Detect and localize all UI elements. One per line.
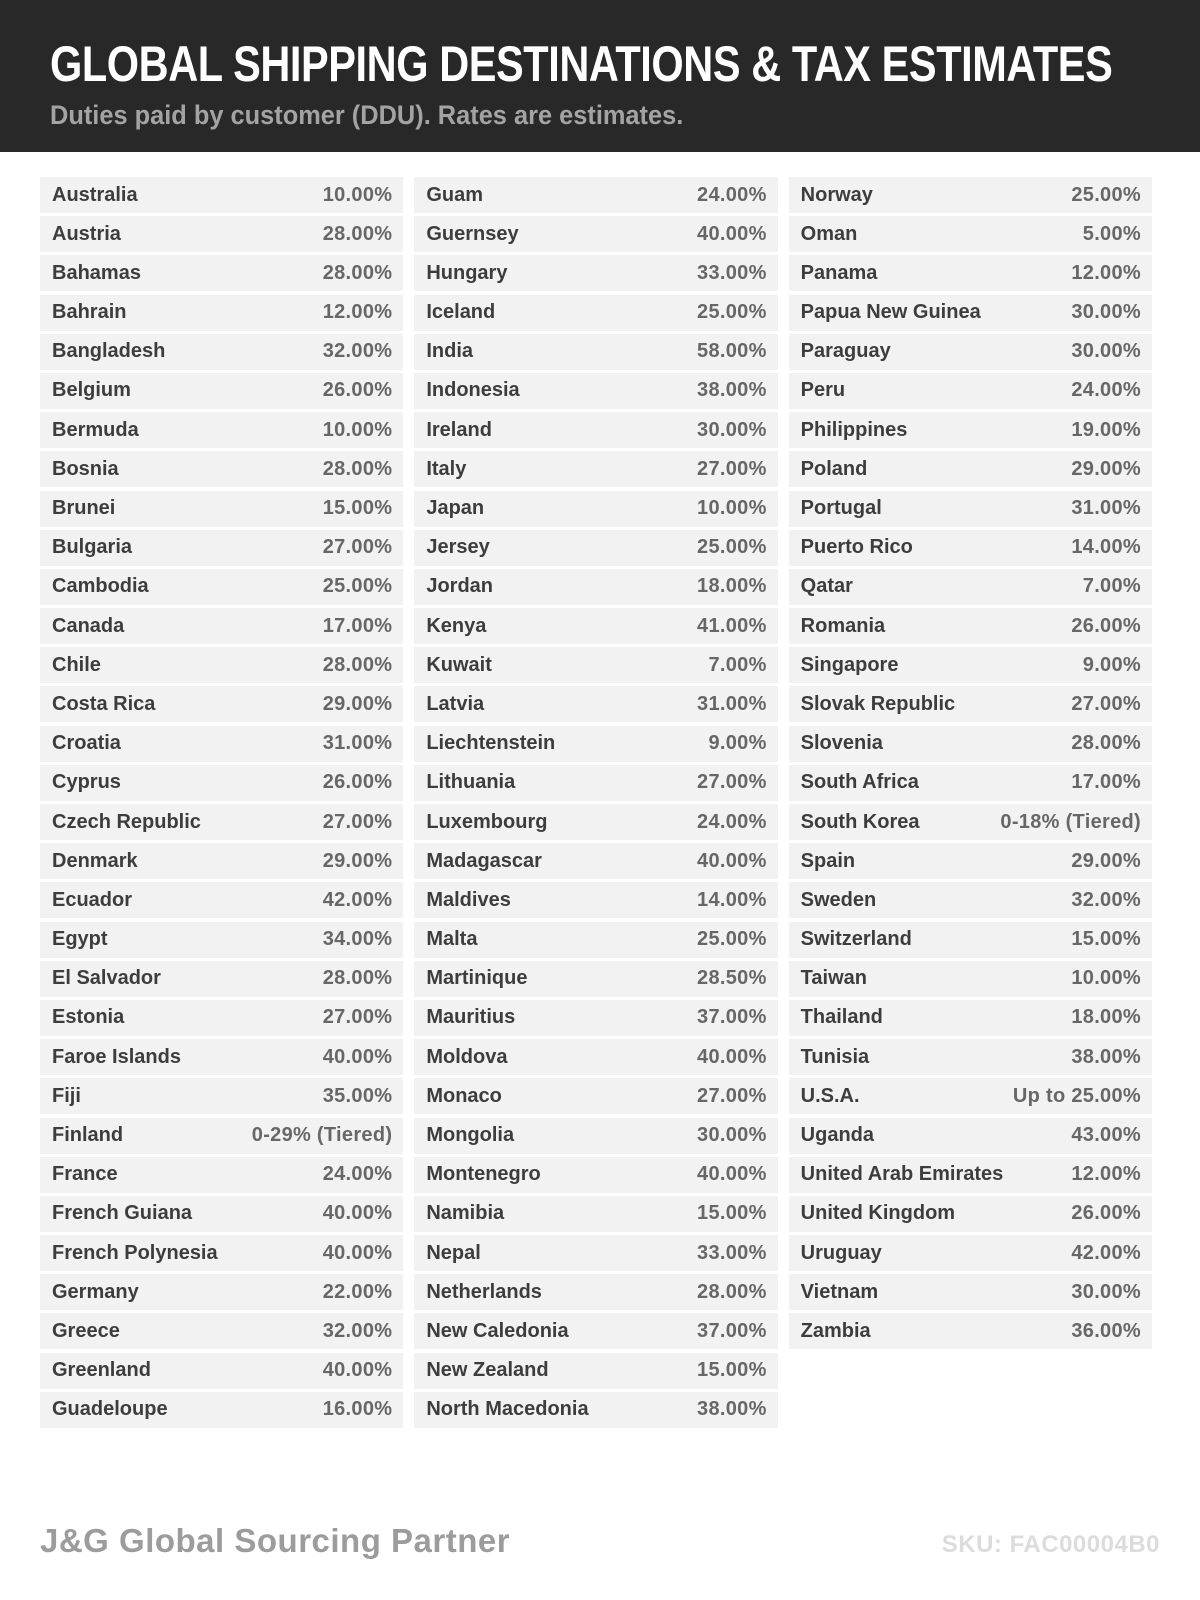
- country-row: [789, 1078, 1152, 1114]
- country-name: Germany: [52, 1280, 139, 1303]
- country-row: [789, 1235, 1152, 1271]
- tax-rate: 27.00%: [322, 810, 393, 833]
- country-row: [789, 961, 1152, 997]
- tax-rate: 31.00%: [1071, 497, 1141, 519]
- country-name: Finland: [52, 1124, 124, 1146]
- country-row: [40, 216, 403, 252]
- tax-rate: 18.00%: [697, 575, 767, 598]
- shipping-rates-table: [0, 177, 1200, 1428]
- country-row: [414, 765, 777, 801]
- country-name: Bulgaria: [52, 536, 133, 559]
- country-name: South Korea: [800, 810, 920, 833]
- country-name: Malta: [426, 928, 478, 951]
- tax-rate: 37.00%: [697, 1319, 767, 1342]
- tax-rate: 24.00%: [697, 183, 767, 206]
- country-name: Paraguay: [800, 340, 891, 363]
- country-row: [40, 608, 403, 644]
- tax-rate: 15.00%: [1071, 928, 1141, 951]
- country-name: Namibia: [426, 1202, 505, 1225]
- country-row: [40, 1235, 403, 1271]
- country-row: [414, 373, 777, 409]
- country-row: [414, 608, 777, 644]
- tax-rate: 40.00%: [322, 1202, 393, 1225]
- tax-rate: 31.00%: [697, 692, 767, 715]
- country-row: [40, 922, 403, 958]
- country-row: [40, 334, 403, 370]
- tax-rate: 30.00%: [697, 1124, 767, 1146]
- country-name: Montenegro: [426, 1163, 541, 1186]
- rate-column-3: [789, 177, 1152, 1428]
- tax-rate: 40.00%: [322, 1045, 393, 1068]
- tax-rate: 32.00%: [1071, 888, 1141, 911]
- country-row: [414, 961, 777, 997]
- country-row: [414, 1313, 777, 1349]
- country-name: North Macedonia: [426, 1398, 589, 1421]
- tax-rate: 18.00%: [1071, 1006, 1141, 1029]
- country-name: Brunei: [52, 497, 116, 519]
- country-name: Cyprus: [52, 771, 121, 794]
- tax-rate: 26.00%: [1071, 1202, 1141, 1225]
- country-name: Kenya: [426, 614, 487, 637]
- country-row: [40, 1039, 403, 1075]
- country-name: Switzerland: [800, 928, 912, 951]
- country-name: French Guiana: [52, 1202, 193, 1225]
- country-name: Luxembourg: [426, 810, 548, 833]
- tax-rate: 30.00%: [1071, 1280, 1141, 1303]
- tax-rate: 28.00%: [322, 222, 393, 245]
- country-name: Bermuda: [52, 418, 139, 441]
- country-name: Papua New Guinea: [800, 301, 981, 324]
- country-name: Maldives: [426, 888, 511, 911]
- tax-rate: 29.00%: [1071, 457, 1141, 480]
- country-name: United Arab Emirates: [800, 1163, 1004, 1186]
- country-row: [40, 1118, 403, 1154]
- country-name: New Zealand: [426, 1359, 549, 1382]
- country-name: Martinique: [426, 967, 528, 990]
- country-name: Romania: [800, 614, 886, 637]
- tax-rate: 32.00%: [322, 340, 393, 363]
- country-row: [40, 295, 403, 331]
- country-name: Austria: [52, 222, 121, 245]
- tax-rate: 38.00%: [697, 379, 767, 402]
- tax-rate: 10.00%: [322, 183, 393, 206]
- country-row: [789, 334, 1152, 370]
- tax-rate: 37.00%: [697, 1006, 767, 1029]
- tax-rate: 19.00%: [1071, 418, 1141, 441]
- country-name: India: [426, 340, 473, 363]
- country-name: Singapore: [800, 653, 899, 676]
- footer: [0, 1522, 1200, 1560]
- country-row: [789, 1274, 1152, 1310]
- tax-rate: 40.00%: [322, 1241, 393, 1264]
- country-row: [789, 1313, 1152, 1349]
- tax-rate: 7.00%: [1082, 575, 1141, 598]
- tax-rate: 12.00%: [1071, 1163, 1141, 1186]
- tax-rate: 28.00%: [322, 967, 393, 990]
- tax-rate: 32.00%: [322, 1319, 393, 1342]
- country-row: [414, 1039, 777, 1075]
- country-name: Australia: [52, 183, 138, 206]
- tax-rate: 9.00%: [708, 732, 767, 755]
- tax-rate: 34.00%: [322, 928, 393, 951]
- country-row: [789, 1157, 1152, 1193]
- tax-rate: 24.00%: [322, 1163, 393, 1186]
- rate-column-1: [40, 177, 403, 1428]
- tax-rate: 16.00%: [322, 1398, 393, 1421]
- country-name: Netherlands: [426, 1280, 542, 1303]
- tax-rate: 22.00%: [322, 1280, 393, 1303]
- country-row: [40, 1392, 403, 1428]
- tax-rate: 27.00%: [1071, 692, 1141, 715]
- country-row: [789, 1039, 1152, 1075]
- tax-rate: 10.00%: [322, 418, 393, 441]
- country-row: [414, 569, 777, 605]
- country-row: [414, 882, 777, 918]
- country-name: Bahrain: [52, 301, 127, 324]
- country-name: Nepal: [426, 1241, 481, 1264]
- tax-rate: 58.00%: [697, 340, 767, 363]
- tax-rate: 38.00%: [1071, 1045, 1141, 1068]
- tax-rate: 30.00%: [1071, 340, 1141, 363]
- country-row: [414, 1392, 777, 1428]
- country-name: Ecuador: [52, 888, 133, 911]
- sku-label: SKU: FAC00004B0: [941, 1530, 1160, 1558]
- country-name: Peru: [800, 379, 846, 402]
- country-name: Taiwan: [800, 967, 867, 990]
- country-row: [414, 1000, 777, 1036]
- tax-rate: 40.00%: [697, 222, 767, 245]
- tax-rate: 43.00%: [1071, 1124, 1141, 1146]
- country-row: [414, 686, 777, 722]
- tax-rate: 9.00%: [1082, 653, 1141, 676]
- country-row: [789, 1000, 1152, 1036]
- tax-rate: 29.00%: [322, 849, 393, 872]
- country-name: Japan: [426, 497, 485, 519]
- country-name: Guernsey: [426, 222, 519, 245]
- country-row: [40, 1353, 403, 1389]
- country-row: [414, 334, 777, 370]
- tax-rate: 27.00%: [697, 457, 767, 480]
- country-row: [414, 1078, 777, 1114]
- country-row: [414, 647, 777, 683]
- country-row: [40, 1000, 403, 1036]
- country-row: [789, 922, 1152, 958]
- tax-rate: 7.00%: [708, 653, 767, 676]
- tax-rate: 26.00%: [322, 379, 393, 402]
- country-name: Canada: [52, 614, 125, 637]
- tax-rate: 15.00%: [697, 1202, 767, 1225]
- country-name: Belgium: [52, 379, 131, 402]
- country-name: Uruguay: [800, 1241, 882, 1264]
- tax-rate: 41.00%: [697, 614, 767, 637]
- country-row: [789, 804, 1152, 840]
- country-row: [789, 216, 1152, 252]
- tax-rate: 28.00%: [1071, 732, 1141, 755]
- tax-rate: 33.00%: [697, 1241, 767, 1264]
- country-row: [414, 1274, 777, 1310]
- tax-rate: 25.00%: [322, 575, 393, 598]
- country-name: Croatia: [52, 732, 121, 755]
- country-row: [40, 843, 403, 879]
- tax-rate: 25.00%: [697, 301, 767, 324]
- country-name: Thailand: [800, 1006, 883, 1029]
- country-name: Qatar: [800, 575, 853, 598]
- tax-rate: 28.00%: [322, 457, 393, 480]
- tax-rate: 28.00%: [322, 653, 393, 676]
- country-row: [414, 843, 777, 879]
- country-row: [789, 295, 1152, 331]
- country-row: [789, 608, 1152, 644]
- country-row: [40, 412, 403, 448]
- country-name: Fiji: [52, 1084, 81, 1107]
- tax-rate: 27.00%: [322, 536, 393, 559]
- country-name: Tunisia: [800, 1045, 870, 1068]
- country-name: Iceland: [426, 301, 496, 324]
- country-row: [40, 255, 403, 291]
- country-name: New Caledonia: [426, 1319, 569, 1342]
- country-row: [414, 1118, 777, 1154]
- country-name: Greece: [52, 1319, 120, 1342]
- country-row: [789, 843, 1152, 879]
- tax-rate: 35.00%: [322, 1084, 393, 1107]
- tax-rate: 33.00%: [697, 261, 767, 284]
- country-row: [40, 451, 403, 487]
- header-banner: [0, 0, 1200, 152]
- tax-rate: 40.00%: [697, 1163, 767, 1186]
- tax-rate: 26.00%: [322, 771, 393, 794]
- tax-rate: 17.00%: [322, 614, 393, 637]
- tax-rate: 10.00%: [1071, 967, 1141, 990]
- country-row: [40, 1196, 403, 1232]
- country-row: [789, 726, 1152, 762]
- tax-rate: 25.00%: [697, 536, 767, 559]
- tax-rate: 42.00%: [322, 888, 393, 911]
- tax-rate: 27.00%: [697, 771, 767, 794]
- country-row: [414, 1157, 777, 1193]
- country-name: Lithuania: [426, 771, 516, 794]
- tax-rate: 15.00%: [322, 497, 393, 519]
- country-name: Faroe Islands: [52, 1045, 181, 1068]
- country-name: Guadeloupe: [52, 1398, 168, 1421]
- tax-rate: 28.00%: [322, 261, 393, 284]
- tax-rate: 36.00%: [1071, 1319, 1141, 1342]
- country-row: [789, 491, 1152, 527]
- country-row: [414, 726, 777, 762]
- country-name: Guam: [426, 183, 484, 206]
- page-title: GLOBAL SHIPPING DESTINATIONS & TAX ESTIMATES: [50, 36, 1113, 92]
- tax-rate: 12.00%: [1071, 261, 1141, 284]
- country-name: Puerto Rico: [800, 536, 913, 559]
- tax-rate: 42.00%: [1071, 1241, 1141, 1264]
- country-name: Ireland: [426, 418, 492, 441]
- tax-rate: 29.00%: [1071, 849, 1141, 872]
- country-name: U.S.A.: [800, 1084, 860, 1107]
- country-name: South Africa: [800, 771, 919, 794]
- country-row: [414, 295, 777, 331]
- country-row: [40, 530, 403, 566]
- tax-rate: 40.00%: [697, 1045, 767, 1068]
- tax-rate: 5.00%: [1082, 222, 1141, 245]
- country-name: Italy: [426, 457, 467, 480]
- country-name: Panama: [800, 261, 878, 284]
- country-name: Estonia: [52, 1006, 125, 1029]
- country-row: [414, 530, 777, 566]
- country-row: [40, 647, 403, 683]
- country-row: [414, 804, 777, 840]
- tax-rate: 12.00%: [322, 301, 393, 324]
- country-name: United Kingdom: [800, 1202, 956, 1225]
- country-name: Mongolia: [426, 1124, 515, 1146]
- country-row: [414, 491, 777, 527]
- tax-rate: 31.00%: [322, 732, 393, 755]
- country-row: [40, 726, 403, 762]
- tax-rate: 28.00%: [697, 1280, 767, 1303]
- country-name: Moldova: [426, 1045, 508, 1068]
- country-name: Greenland: [52, 1359, 151, 1382]
- country-name: Denmark: [52, 849, 138, 872]
- country-row: [414, 1353, 777, 1389]
- country-name: Spain: [800, 849, 856, 872]
- page-subtitle: Duties paid by customer (DDU). Rates are estimates.: [50, 99, 684, 130]
- country-row: [789, 686, 1152, 722]
- country-name: Oman: [800, 222, 858, 245]
- tax-rate: 14.00%: [1071, 536, 1141, 559]
- country-name: Zambia: [800, 1319, 871, 1342]
- country-row: [789, 882, 1152, 918]
- tax-rate: 15.00%: [697, 1359, 767, 1382]
- country-row: [789, 765, 1152, 801]
- country-row: [40, 491, 403, 527]
- country-row: [789, 373, 1152, 409]
- country-row: [789, 647, 1152, 683]
- tax-rate: 25.00%: [697, 928, 767, 951]
- country-name: Indonesia: [426, 379, 520, 402]
- country-row: [40, 1078, 403, 1114]
- country-name: Philippines: [800, 418, 908, 441]
- tax-rate: 24.00%: [697, 810, 767, 833]
- country-name: Bosnia: [52, 457, 119, 480]
- country-name: Bangladesh: [52, 340, 166, 363]
- country-row: [40, 1274, 403, 1310]
- country-name: Czech Republic: [52, 810, 201, 833]
- country-name: Jordan: [426, 575, 494, 598]
- tax-rate: 24.00%: [1071, 379, 1141, 402]
- country-name: France: [52, 1163, 118, 1186]
- country-row: [40, 686, 403, 722]
- country-row: [40, 569, 403, 605]
- tax-rate: 0-18% (Tiered): [1000, 810, 1141, 833]
- country-name: Chile: [52, 653, 101, 676]
- tax-rate: 17.00%: [1071, 771, 1141, 794]
- country-name: El Salvador: [52, 967, 161, 990]
- tax-rate: 26.00%: [1071, 614, 1141, 637]
- country-row: [789, 530, 1152, 566]
- country-row: [414, 216, 777, 252]
- country-name: Norway: [800, 183, 873, 206]
- tax-rate: 14.00%: [697, 888, 767, 911]
- brand-name: J&G Global Sourcing Partner: [40, 1521, 511, 1559]
- country-name: Slovak Republic: [800, 692, 956, 715]
- country-name: Costa Rica: [52, 692, 156, 715]
- tax-rate: 30.00%: [1071, 301, 1141, 324]
- country-name: Monaco: [426, 1084, 502, 1107]
- country-row: [40, 1313, 403, 1349]
- country-row: [789, 177, 1152, 213]
- country-name: Cambodia: [52, 575, 149, 598]
- tax-rate: 30.00%: [697, 418, 767, 441]
- rate-column-2: [414, 177, 777, 1428]
- country-row: [414, 177, 777, 213]
- country-row: [414, 1196, 777, 1232]
- country-name: Egypt: [52, 928, 108, 951]
- country-row: [414, 412, 777, 448]
- tax-rate: 29.00%: [322, 692, 393, 715]
- tax-rate: Up to 25.00%: [1012, 1084, 1141, 1107]
- tax-rate: 40.00%: [322, 1359, 393, 1382]
- tax-rate: 27.00%: [322, 1006, 393, 1029]
- country-name: Portugal: [800, 497, 882, 519]
- country-row: [789, 412, 1152, 448]
- country-row: [789, 569, 1152, 605]
- country-row: [414, 255, 777, 291]
- country-row: [414, 1235, 777, 1271]
- country-row: [789, 451, 1152, 487]
- country-row: [414, 922, 777, 958]
- tax-rate: 38.00%: [697, 1398, 767, 1421]
- country-row: [40, 177, 403, 213]
- country-row: [40, 804, 403, 840]
- country-name: Mauritius: [426, 1006, 516, 1029]
- tax-rate: 10.00%: [697, 497, 767, 519]
- country-name: Liechtenstein: [426, 732, 556, 755]
- country-row: [789, 1118, 1152, 1154]
- country-name: Uganda: [800, 1124, 874, 1146]
- country-row: [40, 1157, 403, 1193]
- country-row: [789, 1196, 1152, 1232]
- country-name: Sweden: [800, 888, 877, 911]
- tax-rate: 25.00%: [1071, 183, 1141, 206]
- country-row: [414, 451, 777, 487]
- tax-rate: 27.00%: [697, 1084, 767, 1107]
- country-name: Bahamas: [52, 261, 141, 284]
- country-row: [40, 765, 403, 801]
- country-name: Latvia: [426, 692, 485, 715]
- country-name: Madagascar: [426, 849, 542, 872]
- country-row: [40, 961, 403, 997]
- country-name: Vietnam: [800, 1280, 879, 1303]
- tax-rate: 0-29% (Tiered): [251, 1124, 393, 1146]
- tax-rate: 40.00%: [697, 849, 767, 872]
- country-name: French Polynesia: [52, 1241, 218, 1264]
- country-name: Slovenia: [800, 732, 883, 755]
- tax-rate: 28.50%: [697, 967, 767, 990]
- country-name: Kuwait: [426, 653, 492, 676]
- country-row: [789, 255, 1152, 291]
- country-name: Jersey: [426, 536, 490, 559]
- country-row: [40, 882, 403, 918]
- country-name: Poland: [800, 457, 868, 480]
- country-name: Hungary: [426, 261, 508, 284]
- country-row: [40, 373, 403, 409]
